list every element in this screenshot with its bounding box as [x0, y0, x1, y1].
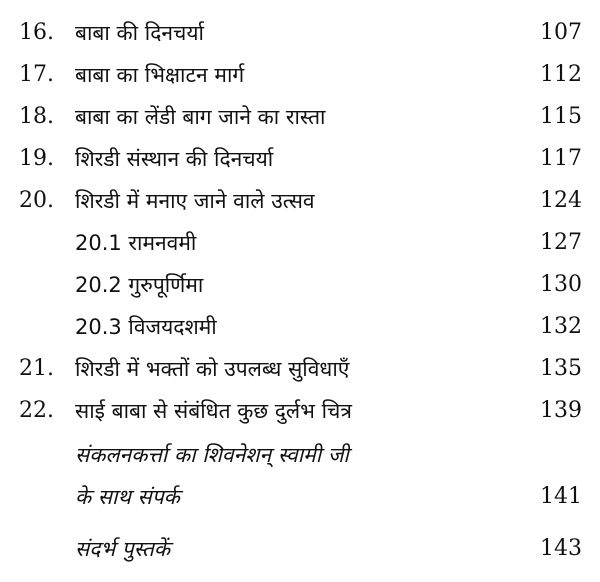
toc-subentry-20-3: [0, 307, 600, 347]
chapter-title: बाबा का भिक्षाटन मार्ग: [75, 63, 245, 87]
toc-entry-compiler-line-2: [0, 477, 600, 517]
chapter-title: साई बाबा से संबंधित कुछ दुर्लभ चित्र: [75, 399, 352, 423]
toc-entry-20: [0, 181, 600, 221]
toc-entry-21: [0, 349, 600, 389]
appendix-title: के साथ संपर्क: [75, 485, 180, 509]
page-number: 124: [540, 188, 582, 213]
page-number: 141: [540, 484, 582, 509]
toc-subentry-20-1: [0, 223, 600, 263]
page-number: 143: [540, 536, 582, 561]
toc-entry-compiler-line-1: [0, 435, 600, 475]
toc-entry-references: [0, 529, 600, 569]
subchapter-title: 20.2 गुरुपूर्णिमा: [75, 273, 204, 297]
appendix-title: संदर्भ पुस्तकें: [75, 537, 170, 561]
page-number: 132: [540, 314, 582, 339]
page-number: 107: [540, 20, 582, 45]
page-number: 135: [540, 356, 582, 381]
page-number: 130: [540, 272, 582, 297]
chapter-number: 21.: [19, 356, 54, 381]
chapter-number: 22.: [19, 398, 54, 423]
chapter-number: 19.: [19, 146, 54, 171]
toc-entry-16: [0, 13, 600, 53]
appendix-title: संकलनकर्त्ता का शिवनेशन् स्वामी जी: [75, 443, 349, 467]
page-number: 115: [540, 104, 582, 129]
subchapter-title: 20.1 रामनवमी: [75, 231, 197, 255]
chapter-number: 18.: [19, 104, 54, 129]
toc-entry-17: [0, 55, 600, 95]
chapter-number: 20.: [19, 188, 54, 213]
page-number: 117: [540, 146, 582, 171]
chapter-title: शिरडी में भक्तों को उपलब्ध सुविधाएँ: [75, 357, 350, 381]
chapter-title: शिरडी संस्थान की दिनचर्या: [75, 147, 274, 171]
subchapter-title: 20.3 विजयदशमी: [75, 315, 217, 339]
chapter-number: 16.: [19, 20, 54, 45]
chapter-title: बाबा का लेंडी बाग जाने का रास्ता: [75, 105, 326, 129]
page-number: 139: [540, 398, 582, 423]
page-number: 127: [540, 230, 582, 255]
toc-subentry-20-2: [0, 265, 600, 305]
chapter-number: 17.: [19, 62, 54, 87]
toc-entry-18: [0, 97, 600, 137]
chapter-title: बाबा की दिनचर्या: [75, 21, 204, 45]
chapter-title: शिरडी में मनाए जाने वाले उत्सव: [75, 189, 315, 213]
toc-entry-19: [0, 139, 600, 179]
toc-entry-22: [0, 391, 600, 431]
page-number: 112: [540, 62, 582, 87]
